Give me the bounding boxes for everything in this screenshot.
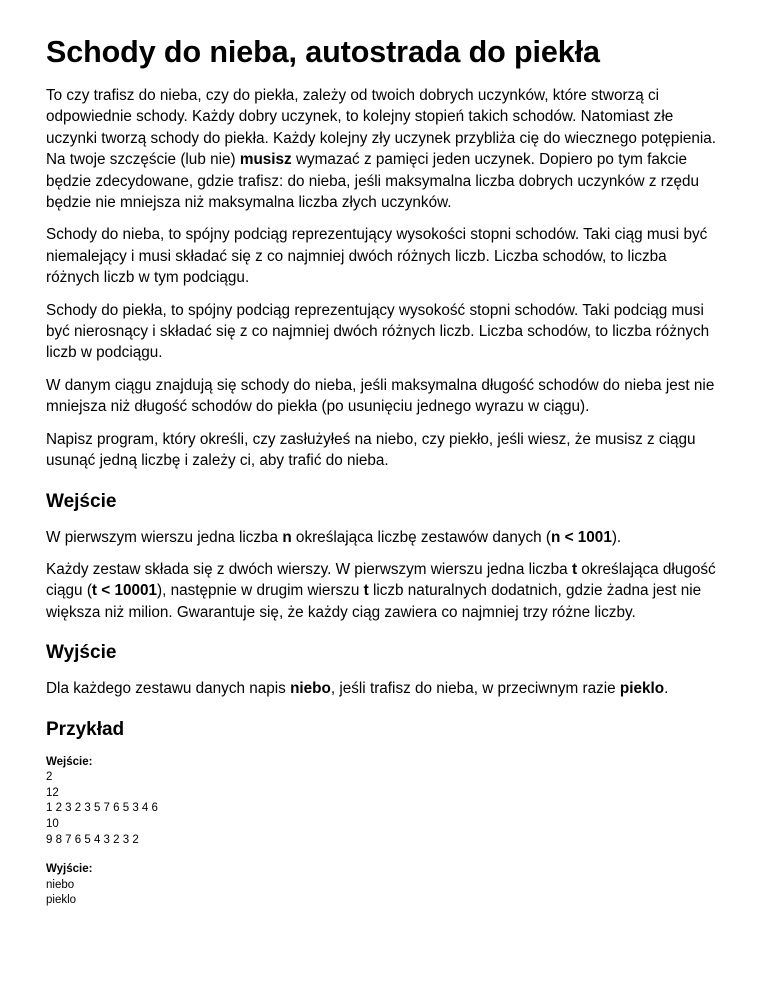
- input-p2-text-c: ), następnie w drugim wierszu: [157, 582, 364, 600]
- output-text-b: , jeśli trafisz do nieba, w przeciwnym razie: [330, 680, 620, 698]
- example-heading: Przykład: [46, 718, 125, 740]
- intro-paragraph-5: Napisz program, który określi, czy zasłużyłeś na niebo, czy piekło, jeśli wiesz, że musisz z ciągu usunąć jedną liczbę i zależy ci, aby trafić do nieba.: [46, 430, 696, 470]
- intro-paragraph-1: [46, 85, 722, 213]
- example-input-line: 10: [46, 817, 59, 830]
- input-p1-condition: n < 1001: [551, 528, 612, 546]
- example-input-line: 2: [46, 771, 53, 784]
- input-heading: Wejście: [46, 490, 117, 512]
- input-paragraph-2: [46, 559, 722, 623]
- output-word-pieklo: pieklo: [619, 680, 665, 698]
- page-title: Schody do nieba, autostrada do piekła: [46, 35, 600, 69]
- example-input-line: 12: [46, 786, 59, 799]
- input-paragraph-1: [46, 527, 722, 548]
- intro-p1-text-b: wymazać z pamięci jeden uczynek. Dopiero po tym fakcie będzie zdecydowane, gdzie trafisz: do nieba, jeśli maksymalna liczba dobrych uczynków z rzędu będzie nie mniejsza niż maksymalna liczba złych uczynków.: [46, 151, 699, 212]
- example-input-line: 9 8 7 6 5 4 3 2 3 2: [46, 833, 139, 846]
- intro-paragraph-4: W danym ciągu znajdują się schody do nieba, jeśli maksymalna długość schodów do nieba jest nie mniejsza niż długość schodów do piekła (po usunięciu jednego wyrazu w ciągu).: [46, 376, 715, 416]
- intro-p1-bold-musisz: musisz: [239, 151, 292, 169]
- output-text-c: .: [664, 680, 669, 698]
- input-p1-text-b: określająca liczbę zestawów danych (: [291, 528, 552, 546]
- example-output-label: Wyjście:: [46, 863, 93, 876]
- input-p2-condition: t < 10001: [91, 582, 157, 600]
- input-p2-var-t-2: t: [363, 582, 369, 600]
- example-input-label: Wejście:: [46, 755, 93, 768]
- input-p1-var-n: n: [282, 528, 292, 546]
- input-p2-text-d: liczb naturalnych dodatnich, gdzie żadna jest nie większa niż milion. Gwarantuje się, że każdy ciąg zawiera co najmniej trzy różne liczby.: [46, 582, 702, 621]
- input-p2-var-t: t: [571, 560, 578, 578]
- input-p2-text-b: określająca długość ciągu (: [46, 560, 716, 600]
- output-heading: Wyjście: [46, 642, 117, 664]
- input-p1-text-a: W pierwszym wierszu jedna liczba: [46, 528, 283, 546]
- intro-p1-text-a: To czy trafisz do nieba, czy do piekła, zależy od twoich dobrych uczynków, które stworzą ci odpowiednie schody. Każdy dobry uczynek, to kolejny stopień takich schodów. Natomiast złe uczynki tworzą schody do piekła. Każdy kolejny zły uczynek przybliża cię do wiecznego potępienia. Na twoje szczęście (lub nie): [46, 87, 717, 169]
- intro-paragraph-2: Schody do nieba, to spójny podciąg reprezentujący wysokości stopni schodów. Taki ciąg musi być niemalejący i musi składać się z co najmniej dwóch różnych liczb. Liczba schodów, to liczba różnych liczb w tym podciągu.: [46, 226, 708, 287]
- input-p1-text-c: ).: [611, 528, 622, 546]
- example-output-line: niebo: [46, 878, 75, 891]
- example-input-line: 1 2 3 2 3 5 7 6 5 3 4 6: [46, 802, 158, 815]
- output-text-a: Dla każdego zestawu danych napis: [46, 680, 291, 698]
- output-paragraph: [46, 678, 722, 699]
- example-spacer: [46, 848, 722, 862]
- intro-paragraph-3: Schody do piekła, to spójny podciąg reprezentujący wysokość stopni schodów. Taki podciąg musi być nierosnący i składać się z co najmniej dwóch różnych liczb. Liczba schodów, to liczba różnych liczb w podciągu.: [46, 301, 710, 362]
- output-word-niebo: niebo: [290, 680, 331, 698]
- example-block: [46, 755, 722, 909]
- example-output-line: pieklo: [46, 894, 77, 907]
- input-p2-text-a: Każdy zestaw składa się z dwóch wierszy. W pierwszym wierszu jedna liczba: [46, 560, 572, 578]
